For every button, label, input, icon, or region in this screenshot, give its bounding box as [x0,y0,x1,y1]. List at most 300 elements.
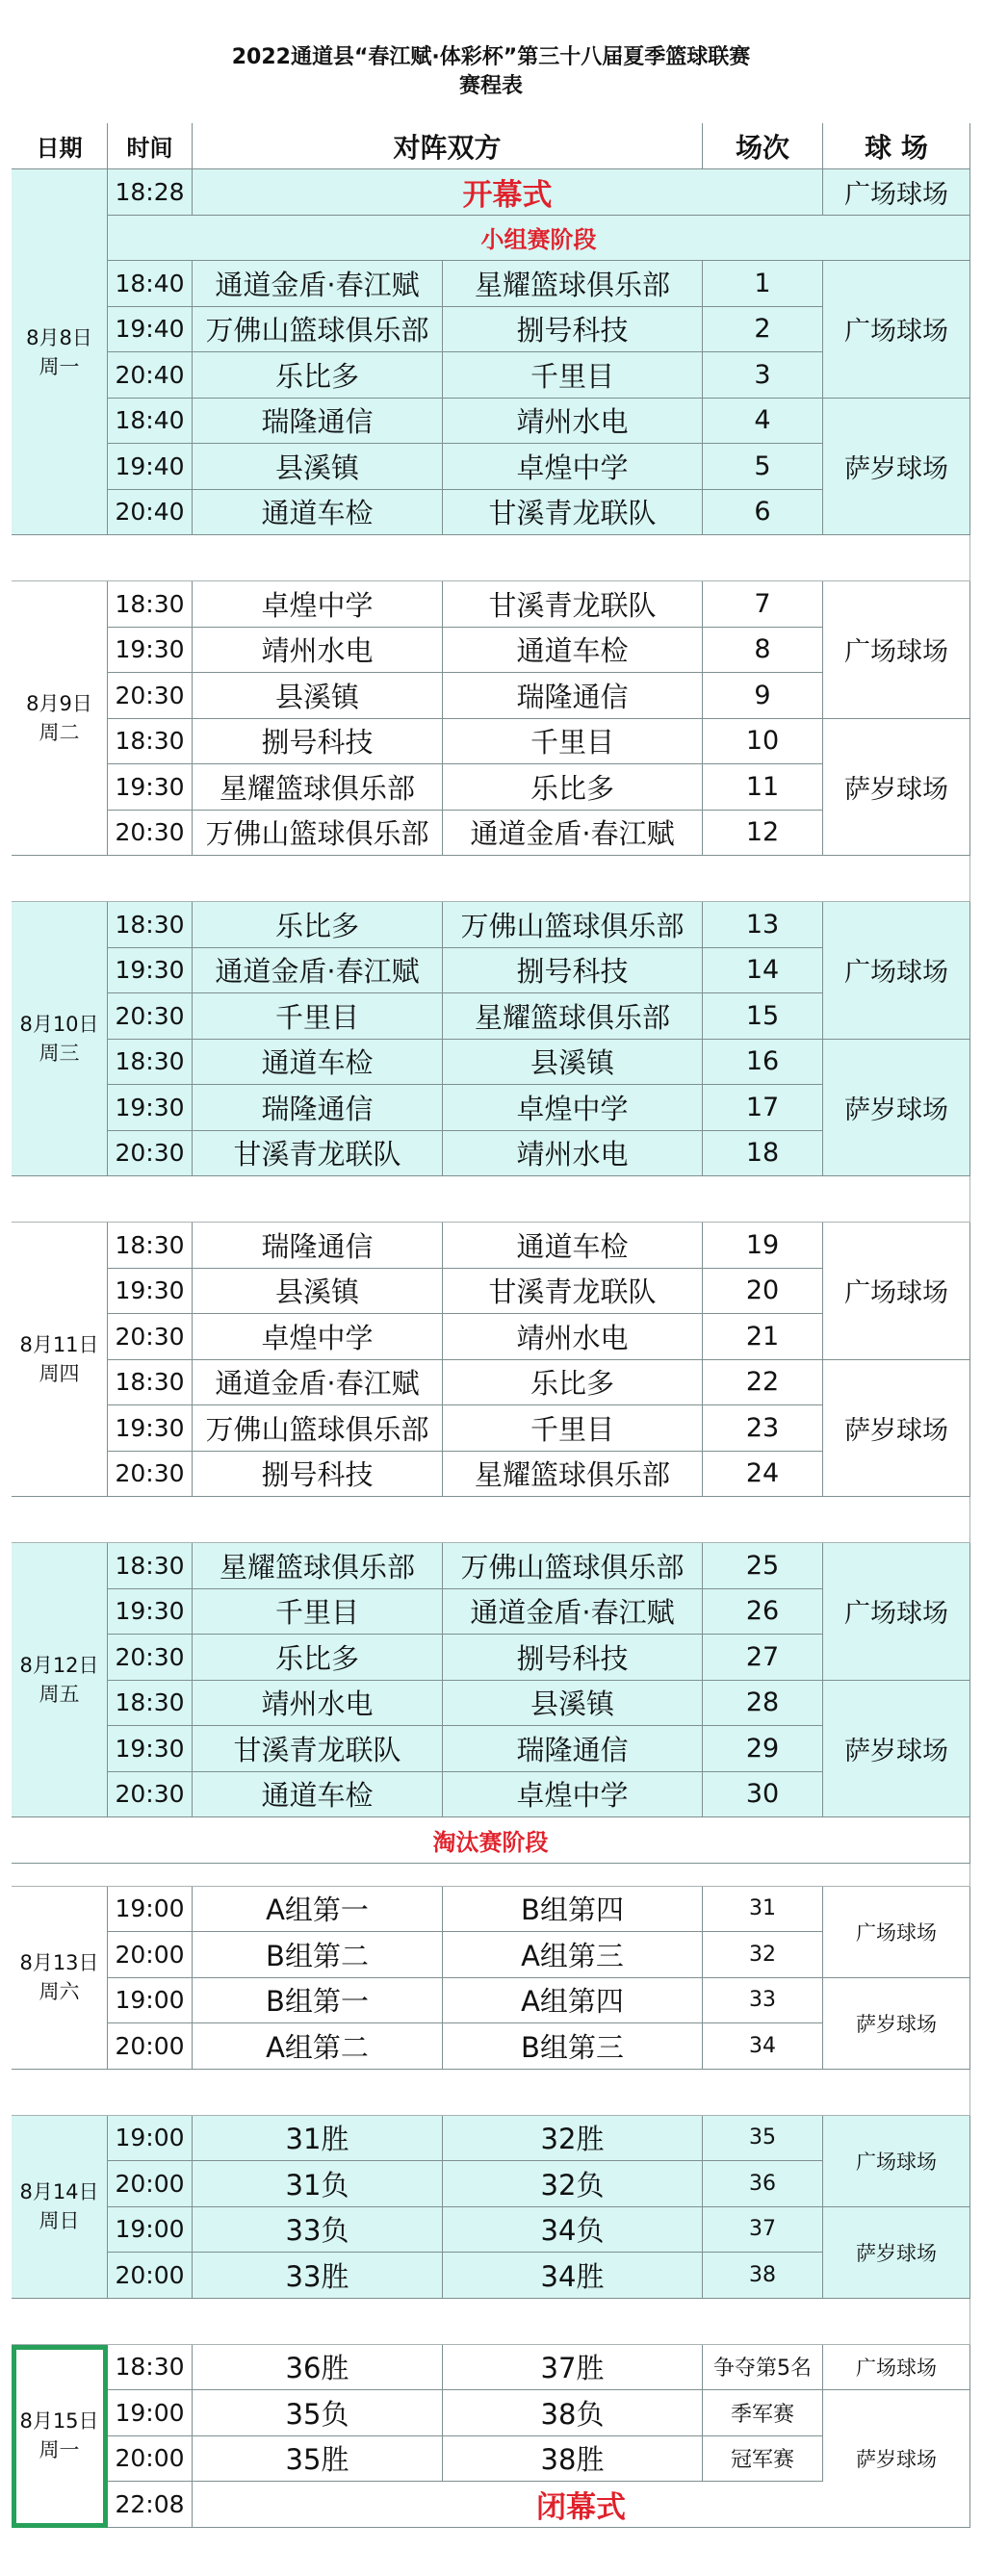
away-team-text: 乐比多 [530,771,614,805]
away-team-text: 万佛山篮球俱乐部 [460,1550,685,1584]
day-date-cell [12,169,108,535]
header-time-text: 时间 [126,135,173,162]
home-team [193,673,443,719]
away-team [443,1269,703,1315]
match-number-text: 季军赛 [730,2402,794,2427]
closing-label-text: 闭幕式 [536,2489,626,2525]
home-team [193,2390,443,2436]
venue-square-text: 广场球场 [856,1920,937,1945]
home-team-text: 甘溪青龙联队 [233,1138,401,1172]
match-number-text: 22 [745,1367,780,1398]
knockout-stage-label-text: 淘汰赛阶段 [432,1828,549,1856]
venue-square [823,902,970,1040]
match-number-text: 38 [749,2262,776,2287]
away-team-text: 捌号科技 [516,314,629,348]
home-team-text: 33负 [285,2214,349,2248]
match-time-text: 19:00 [115,2215,185,2244]
match-number [703,1269,823,1315]
match-time [108,719,193,765]
match-number [703,1314,823,1360]
match-number [703,673,823,719]
venue-sasui-text: 萨岁球场 [844,1415,948,1446]
match-time [108,1772,193,1818]
away-team [443,1223,703,1269]
away-team [443,2390,703,2436]
day-weekday: 周日 [39,2209,80,2232]
match-time [108,1635,193,1681]
away-team-text: 靖州水电 [516,1138,629,1172]
away-team-text: 捌号科技 [516,1641,629,1675]
match-time [108,307,193,353]
match-number-text: 31 [749,1896,776,1921]
away-team [443,2345,703,2391]
away-team [443,1405,703,1452]
home-team-text: 乐比多 [274,1641,359,1675]
home-team [193,2436,443,2483]
home-team [193,1405,443,1452]
match-time-text: 19:00 [115,1894,185,1923]
away-team-text: 靖州水电 [516,1321,629,1354]
away-team-text: 34负 [540,2214,605,2248]
home-team-text: 33胜 [285,2259,349,2293]
match-time [108,902,193,948]
venue-square-text: 广场球场 [844,1278,948,1309]
away-team [443,2436,703,2483]
away-team-text: 通道车检 [516,1229,629,1263]
away-team [443,352,703,399]
match-time [108,1040,193,1086]
away-team-text: 38负 [540,2397,605,2431]
venue-sasui [823,1360,970,1498]
match-number [703,719,823,765]
match-time-text: 19:30 [115,1093,185,1121]
knockout-stage-label [12,1817,970,1864]
match-number-text: 18 [745,1138,780,1169]
blank-separator-row [12,1864,970,1887]
match-number-text: 7 [754,588,771,619]
match-number-text: 23 [745,1412,780,1443]
home-team [193,628,443,674]
away-team-text: 卓煌中学 [516,1779,629,1813]
match-time [108,490,193,536]
match-number [703,811,823,857]
home-team [193,1589,443,1636]
match-time [108,2345,193,2391]
match-number [703,2390,823,2436]
opening-time-text: 18:28 [115,177,185,206]
away-team [443,1452,703,1498]
blank-separator-row [12,2070,970,2116]
venue-sasui-text: 萨岁球场 [844,1095,948,1125]
day-weekday: 周一 [39,354,80,378]
away-team-text: 卓煌中学 [516,451,629,484]
match-time-text: 18:30 [115,727,185,756]
away-team-text: B组第四 [521,1893,624,1927]
venue-square-text: 广场球场 [844,317,948,348]
match-number [703,1932,823,1978]
match-time [108,1269,193,1315]
match-number [703,1726,823,1772]
away-team-text: 瑞隆通信 [516,1733,629,1766]
opening-label-text: 开幕式 [462,177,553,213]
match-number [703,2253,823,2299]
match-number-text: 21 [745,1321,780,1352]
home-team [193,1726,443,1772]
match-number [703,764,823,811]
match-number-text: 30 [745,1779,780,1810]
match-time-text: 18:30 [115,1230,185,1259]
home-team [193,1635,443,1681]
day-weekday: 周六 [39,1980,80,2003]
away-team [443,1040,703,1086]
home-team-text: 星耀篮球俱乐部 [219,771,415,805]
home-team [193,307,443,353]
home-team [193,1360,443,1406]
match-number [703,1452,823,1498]
venue-sasui [823,2207,970,2299]
match-time-text: 19:00 [115,2398,185,2427]
venue-square-text: 广场球场 [856,2356,937,2380]
match-time [108,1452,193,1498]
match-number [703,1131,823,1177]
home-team-text: 31负 [285,2168,349,2202]
day-date: 8月11日 [19,1333,99,1356]
match-time-text: 19:30 [115,1413,185,1442]
venue-square [823,261,970,399]
match-time-text: 19:30 [115,956,185,985]
match-number [703,1635,823,1681]
match-number-text: 35 [749,2125,776,2151]
match-time-text: 20:30 [115,1642,185,1671]
away-team [443,307,703,353]
match-number-text: 1 [754,268,771,298]
day-date: 8月14日 [19,2180,99,2203]
home-team [193,2253,443,2299]
match-number [703,1772,823,1818]
away-team-text: 通道金盾·春江赋 [470,817,675,851]
header-teams-text: 对阵双方 [393,131,502,164]
match-number [703,902,823,948]
match-number [703,2023,823,2070]
home-team [193,993,443,1040]
match-time [108,811,193,857]
day-weekday: 周二 [39,721,80,744]
away-team-text: A组第三 [521,1939,624,1972]
home-team-text: 35胜 [285,2443,349,2477]
away-team-text: 34胜 [540,2259,605,2293]
match-time [108,2436,193,2483]
header-round-text: 场次 [735,131,789,164]
home-team [193,490,443,536]
venue-square [823,2345,970,2391]
away-team [443,2207,703,2254]
match-time-text: 18:30 [115,2353,185,2382]
day-date-cell [12,902,108,1176]
match-number [703,993,823,1040]
home-team-text: 通道车检 [261,497,374,530]
away-team [443,581,703,628]
away-team [443,1726,703,1772]
match-time [108,1360,193,1406]
day-date-cell [12,2345,108,2528]
away-team [443,628,703,674]
away-team-text: 星耀篮球俱乐部 [474,1000,670,1034]
blank-separator-row [12,1497,970,1543]
away-team-text: 32负 [540,2168,605,2202]
match-time-text: 18:30 [115,1368,185,1397]
venue-sasui-text: 萨岁球场 [844,453,948,484]
match-number-text: 34 [749,2033,776,2058]
home-team-text: 通道金盾·春江赋 [215,955,420,989]
home-team-text: 通道车检 [261,1046,374,1080]
match-number-text: 37 [749,2217,776,2242]
away-team [443,993,703,1040]
home-team-text: 35负 [285,2397,349,2431]
match-number [703,1040,823,1086]
away-team [443,2161,703,2207]
home-team-text: 万佛山篮球俱乐部 [205,1412,429,1446]
venue-square [823,1543,970,1681]
home-team [193,352,443,399]
away-team [443,902,703,948]
home-team-text: 卓煌中学 [261,588,374,622]
home-team-text: 万佛山篮球俱乐部 [205,314,429,348]
venue-square-text: 广场球场 [844,637,948,668]
match-time-text: 19:30 [115,772,185,801]
away-team [443,764,703,811]
away-team [443,673,703,719]
match-number-text: 3 [754,359,771,390]
match-time [108,1589,193,1636]
day-date: 8月15日 [19,2409,99,2433]
day-date: 8月9日 [26,692,92,715]
match-time-text: 19:30 [115,1597,185,1626]
home-team [193,581,443,628]
match-number-text: 6 [754,497,771,528]
home-team-text: 捌号科技 [261,726,374,760]
match-time-text: 20:30 [115,1780,185,1809]
home-team-text: A组第一 [266,1893,369,1927]
closing-time [108,2482,193,2528]
away-team-text: 卓煌中学 [516,1092,629,1125]
home-team [193,1772,443,1818]
home-team [193,1131,443,1177]
match-time-text: 18:30 [115,1551,185,1580]
match-time [108,1681,193,1727]
match-time-text: 20:00 [115,2444,185,2473]
match-number [703,490,823,536]
match-time [108,1131,193,1177]
match-number-text: 36 [749,2171,776,2196]
away-team-text: 万佛山篮球俱乐部 [460,909,685,942]
opening-label [193,169,823,216]
home-team [193,1085,443,1131]
day-date: 8月12日 [19,1654,99,1677]
day-date: 8月8日 [26,325,92,349]
match-number-text: 争夺第5名 [713,2357,812,2382]
match-number-text: 27 [745,1641,780,1672]
group-stage-label-text: 小组赛阶段 [480,226,597,254]
venue-sasui [823,1681,970,1818]
home-team-text: 瑞隆通信 [261,405,374,439]
match-number-text: 12 [745,817,780,848]
match-time-text: 19:00 [115,1986,185,2015]
away-team [443,1635,703,1681]
day-weekday: 周四 [39,1362,80,1385]
match-number-text: 29 [745,1733,780,1764]
match-time-text: 20:30 [115,681,185,709]
match-time [108,444,193,490]
away-team [443,811,703,857]
match-number [703,2116,823,2162]
match-number-text: 8 [754,634,771,665]
home-team-text: B组第一 [266,1985,369,2019]
home-team [193,1314,443,1360]
match-time [108,1085,193,1131]
away-team [443,1314,703,1360]
away-team [443,1978,703,2024]
match-number [703,399,823,445]
away-team [443,719,703,765]
home-team [193,1978,443,2024]
away-team-text: 千里目 [530,1412,614,1446]
away-team [443,490,703,536]
match-number-text: 13 [745,909,780,940]
day-date-cell [12,1223,108,1497]
home-team-text: 乐比多 [274,909,359,942]
home-team [193,399,443,445]
blank-separator-row [12,2299,970,2345]
match-time-text: 19:40 [115,451,185,480]
match-number [703,1681,823,1727]
away-team [443,1681,703,1727]
away-team [443,1360,703,1406]
venue-square-text: 广场球场 [844,958,948,989]
day-weekday: 周五 [39,1683,80,1706]
match-time-text: 20:00 [115,1940,185,1969]
match-time [108,2116,193,2162]
away-team [443,1085,703,1131]
home-team-text: 通道金盾·春江赋 [215,1367,420,1401]
match-number-text: 16 [745,1046,780,1077]
away-team [443,2253,703,2299]
blank-separator-row [12,1176,970,1223]
match-time [108,2390,193,2436]
home-team [193,902,443,948]
home-team-text: 千里目 [274,1596,359,1630]
match-number-text: 19 [745,1229,780,1260]
away-team-text: 通道金盾·春江赋 [470,1596,675,1630]
header-time [108,123,193,169]
away-team [443,2023,703,2070]
match-number-text: 10 [745,726,780,757]
home-team [193,1932,443,1978]
match-number-text: 24 [745,1458,780,1489]
home-team [193,261,443,307]
match-time-text: 20:30 [115,1459,185,1488]
venue-sasui [823,2390,970,2528]
away-team-text: 千里目 [530,359,614,393]
away-team-text: 靖州水电 [516,405,629,439]
away-team [443,1932,703,1978]
group-stage-label [108,216,970,262]
away-team-text: 千里目 [530,726,614,760]
match-time [108,2207,193,2254]
schedule-title: 2022通道县“春江赋·体彩杯”第三十八届夏季篮球联赛 [231,45,751,69]
match-time [108,352,193,399]
opening-venue-text: 广场球场 [844,179,948,210]
match-number-text: 5 [754,451,771,481]
match-time-text: 19:30 [115,1276,185,1305]
venue-sasui [823,719,970,857]
match-time [108,399,193,445]
away-team-text: 38胜 [540,2443,605,2477]
match-number-text: 14 [745,955,780,986]
home-team [193,811,443,857]
match-time-text: 19:00 [115,2124,185,2152]
home-team [193,2207,443,2254]
match-time-text: 20:40 [115,498,185,527]
venue-square [823,2116,970,2207]
match-time-text: 18:40 [115,269,185,297]
match-number [703,1978,823,2024]
home-team [193,1887,443,1933]
away-team-text: 甘溪青龙联队 [488,1275,657,1309]
home-team-text: 36胜 [285,2352,349,2385]
venue-square [823,1223,970,1360]
venue-sasui-text: 萨岁球场 [844,1736,948,1766]
home-team-text: 瑞隆通信 [261,1092,374,1125]
match-number [703,307,823,353]
home-team [193,1681,443,1727]
venue-sasui-text: 萨岁球场 [856,2447,937,2471]
day-date: 8月10日 [19,1013,99,1036]
away-team [443,1887,703,1933]
day-weekday: 周一 [39,2438,80,2461]
match-number-text: 9 [754,680,771,710]
day-date-cell [12,1543,108,1817]
match-time [108,2253,193,2299]
away-team-text: 37胜 [540,2352,605,2385]
match-number [703,1887,823,1933]
match-time [108,764,193,811]
away-team [443,1543,703,1589]
match-time [108,1726,193,1772]
match-time [108,1978,193,2024]
home-team-text: 县溪镇 [274,451,359,484]
match-time [108,1405,193,1452]
match-number-text: 26 [745,1596,780,1627]
match-number-text: 2 [754,314,771,345]
home-team-text: B组第二 [266,1939,369,1972]
away-team [443,444,703,490]
away-team-text: 星耀篮球俱乐部 [474,1458,670,1492]
opening-venue [823,169,970,216]
header-date [12,123,108,169]
home-team-text: 通道车检 [261,1779,374,1813]
match-time [108,2023,193,2070]
venue-sasui-text: 萨岁球场 [856,2012,937,2036]
match-time-text: 20:30 [115,1001,185,1030]
home-team [193,2023,443,2070]
match-time-text: 20:00 [115,2031,185,2060]
venue-square-text: 广场球场 [856,2150,937,2174]
match-time-text: 18:30 [115,589,185,618]
match-number-text: 20 [745,1275,780,1306]
match-time-text: 20:30 [115,818,185,847]
home-team-text: 星耀篮球俱乐部 [219,1550,415,1584]
match-time-text: 20:00 [115,2169,185,2198]
